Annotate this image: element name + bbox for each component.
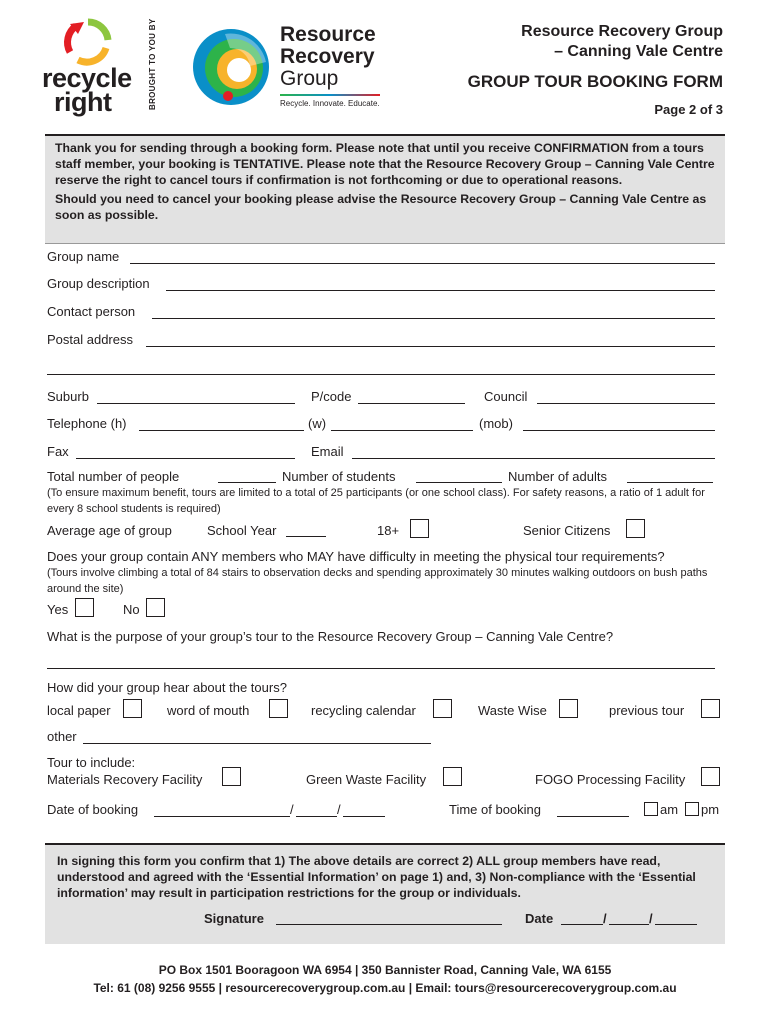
postcode-field[interactable] xyxy=(358,403,465,404)
waste-wise-checkbox[interactable] xyxy=(559,699,578,718)
council-label: Council xyxy=(484,389,528,404)
booking-time-field[interactable] xyxy=(557,816,629,817)
green-waste-checkbox[interactable] xyxy=(443,767,462,786)
school-year-label: School Year xyxy=(207,523,277,538)
waste-wise-label: Waste Wise xyxy=(478,703,547,718)
am-label: am xyxy=(660,802,679,817)
notice-paragraph-2: Should you need to cancel your booking please advise the Resource Recovery Group – Canning Vale Centre as soon as possible. xyxy=(55,191,707,222)
group-name-field[interactable] xyxy=(130,263,715,264)
word-of-mouth-checkbox[interactable] xyxy=(269,699,288,718)
total-people-label: Total number of people xyxy=(47,469,180,484)
recycle-right-logo xyxy=(42,18,147,118)
am-checkbox[interactable] xyxy=(644,802,658,816)
signing-declaration xyxy=(45,843,725,944)
word-of-mouth-label: word of mouth xyxy=(167,703,250,718)
postal-address-field[interactable] xyxy=(146,346,715,347)
group-name-label: Group name xyxy=(47,249,120,264)
materials-recovery-label: Materials Recovery Facility xyxy=(47,772,203,787)
materials-recovery-checkbox[interactable] xyxy=(222,767,241,786)
mobile-field[interactable] xyxy=(523,430,715,431)
tentative-notice xyxy=(45,134,725,244)
fogo-processing-label: FOGO Processing Facility xyxy=(535,772,686,787)
org-name-line2: – Canning Vale Centre xyxy=(554,43,723,60)
students-field[interactable] xyxy=(416,482,502,483)
brought-by-label: BROUGHT TO YOU BY xyxy=(148,18,157,110)
telephone-home-label: Telephone (h) xyxy=(47,416,127,431)
telephone-work-field[interactable] xyxy=(331,430,473,431)
pm-label: pm xyxy=(701,802,720,817)
fax-label: Fax xyxy=(47,444,69,459)
contact-person-label: Contact person xyxy=(47,304,136,319)
signing-month-field[interactable] xyxy=(609,924,649,925)
recycling-calendar-label: recycling calendar xyxy=(311,703,416,718)
tour-include-label: Tour to include: xyxy=(47,755,136,770)
booking-day-field[interactable] xyxy=(154,816,290,817)
booking-month-field[interactable] xyxy=(296,816,337,817)
org-name-line1: Resource Recovery Group xyxy=(521,23,723,40)
suburb-label: Suburb xyxy=(47,389,89,404)
previous-tour-label: previous tour xyxy=(609,703,685,718)
date-slash-1: / xyxy=(290,802,294,817)
rrg-wordmark: Resource Recovery Group xyxy=(280,23,376,90)
adults-18-label: 18+ xyxy=(377,523,400,538)
adults-label: Number of adults xyxy=(508,469,607,484)
council-field[interactable] xyxy=(537,403,715,404)
postal-address-field-2[interactable] xyxy=(47,374,715,375)
green-waste-label: Green Waste Facility xyxy=(306,772,427,787)
email-label: Email xyxy=(311,444,344,459)
postcode-label: P/code xyxy=(311,389,352,404)
date-of-booking-label: Date of booking xyxy=(47,802,139,817)
recycle-word: recycle xyxy=(42,63,132,93)
notice-paragraph-1: Thank you for sending through a booking form. Please note that until you receive CONFIRMATION from a tours staff member, your booking is TENTATIVE. Please note that the Resource Recovery Group – Canning Vale Centre reserve the right to cancel tours if confirmation is not forthcoming or due to operational reasons. xyxy=(55,141,715,188)
contact-person-field[interactable] xyxy=(152,318,715,319)
telephone-work-label: (w) xyxy=(308,416,327,431)
booking-year-field[interactable] xyxy=(343,816,385,817)
recycling-calendar-checkbox[interactable] xyxy=(433,699,452,718)
signature-label: Signature xyxy=(204,911,264,926)
previous-tour-checkbox[interactable] xyxy=(701,699,720,718)
footer-address: PO Box 1501 Booragoon WA 6954 | 350 Bannister Road, Canning Vale, WA 6155 xyxy=(158,963,612,977)
purpose-question: What is the purpose of your group’s tour to the Resource Recovery Group – Canning Vale Centre? xyxy=(47,629,614,644)
fax-field[interactable] xyxy=(76,458,295,459)
group-description-label: Group description xyxy=(47,276,150,291)
signing-date-slash-2: / xyxy=(649,911,653,926)
signature-field[interactable] xyxy=(276,924,502,925)
other-label: other xyxy=(47,729,77,744)
local-paper-label: local paper xyxy=(47,703,111,718)
telephone-home-field[interactable] xyxy=(139,430,304,431)
local-paper-checkbox[interactable] xyxy=(123,699,142,718)
hear-question: How did your group hear about the tours? xyxy=(47,680,287,695)
signing-date-slash-1: / xyxy=(603,911,607,926)
difficulty-question: Does your group contain ANY members who MAY have difficulty in meeting the physical tour requirements? xyxy=(47,549,665,564)
school-year-field[interactable] xyxy=(286,536,326,537)
group-description-field[interactable] xyxy=(166,290,715,291)
email-field[interactable] xyxy=(352,458,715,459)
form-title: GROUP TOUR BOOKING FORM xyxy=(467,72,723,91)
purpose-field[interactable] xyxy=(47,668,715,669)
no-checkbox[interactable] xyxy=(146,598,165,617)
pm-checkbox[interactable] xyxy=(685,802,699,816)
mobile-label: (mob) xyxy=(479,416,513,431)
average-age-label: Average age of group xyxy=(47,523,172,538)
date-slash-2: / xyxy=(337,802,341,817)
form-header xyxy=(468,22,723,117)
right-word: right xyxy=(54,87,112,117)
logo-underline xyxy=(280,94,380,96)
students-label: Number of students xyxy=(282,469,396,484)
signing-date-label: Date xyxy=(525,911,554,926)
signing-year-field[interactable] xyxy=(655,924,697,925)
senior-citizens-label: Senior Citizens xyxy=(523,523,611,538)
signing-day-field[interactable] xyxy=(561,924,603,925)
no-label: No xyxy=(123,602,140,617)
postal-address-label: Postal address xyxy=(47,332,133,347)
footer-contact: Tel: 61 (08) 9256 9555 | resourcerecoverygroup.com.au | Email: tours@resourcerecoverygroup.com.au xyxy=(93,981,677,995)
declaration-text: In signing this form you confirm that 1) The above details are correct 2) ALL group members have read, understood and agreed with the ‘Essential Information’ on page 1) and, 3) Non-compliance with the ‘Essential information’ may result in participation restrictions for the group or individuals. xyxy=(57,854,696,900)
adults-field[interactable] xyxy=(627,482,713,483)
page-number: Page 2 of 3 xyxy=(654,102,723,117)
fogo-processing-checkbox[interactable] xyxy=(701,767,720,786)
time-of-booking-label: Time of booking xyxy=(449,802,542,817)
recycle-arrows-icon xyxy=(60,18,116,66)
suburb-field[interactable] xyxy=(97,403,295,404)
yes-checkbox[interactable] xyxy=(75,598,94,617)
ratio-note: (To ensure maximum benefit, tours are limited to a total of 25 participants (or one school class). For safety reasons, a ratio of 1 adult for every 8 school students is required) xyxy=(47,487,705,515)
resource-recovery-group-logo-mark xyxy=(190,22,272,112)
total-people-field[interactable] xyxy=(218,482,276,483)
other-field[interactable] xyxy=(83,743,431,744)
senior-citizens-checkbox[interactable] xyxy=(626,519,645,538)
difficulty-note: (Tours involve climbing a total of 84 stairs to observation decks and spending approximately 30 minutes walking outdoors on bush paths around the site) xyxy=(47,567,708,595)
adults-18-checkbox[interactable] xyxy=(410,519,429,538)
yes-label: Yes xyxy=(47,602,69,617)
rrg-tagline: Recycle. Innovate. Educate. xyxy=(280,99,380,108)
